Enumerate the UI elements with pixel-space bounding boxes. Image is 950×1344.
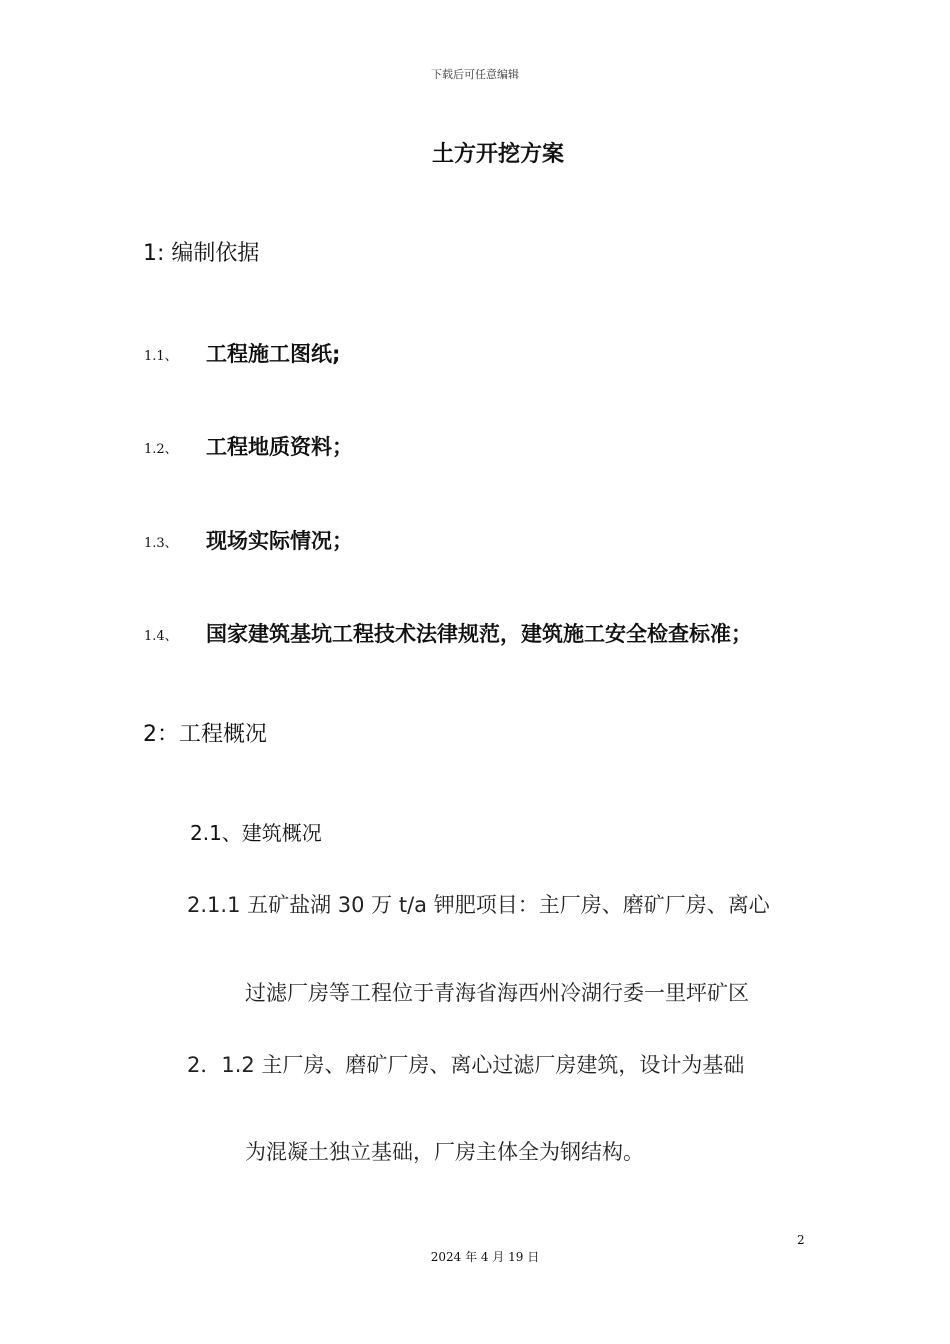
paragraph-line: 2.1.1 五矿盐湖 30 万 t/a 钾肥项目：主厂房、磨矿厂房、离心 — [187, 893, 770, 917]
list-item-number: 1.2、 — [144, 442, 178, 457]
list-item-number: 1.1、 — [144, 349, 178, 364]
paragraph-line: 为混凝土独立基础，厂房主体全为钢结构。 — [245, 1140, 644, 1164]
sub-heading-building: 2.1、建筑概况 — [190, 821, 322, 845]
list-item-number: 1.4、 — [144, 629, 178, 644]
list-item-text: 现场实际情况； — [206, 529, 353, 553]
list-item-text: 工程地质资料； — [206, 435, 353, 459]
paragraph-line: 2．1.2 主厂房、磨矿厂房、离心过滤厂房建筑，设计为基础 — [187, 1053, 745, 1077]
document-title: 土方开挖方案 — [431, 142, 564, 167]
page-header: 下载后可任意编辑 — [431, 68, 519, 81]
list-item-text: 工程施工图纸; — [206, 342, 341, 366]
list-item-number: 1.3、 — [144, 536, 178, 551]
footer-date: 2024 年 4 月 19 日 — [430, 1250, 540, 1264]
paragraph-line: 过滤厂房等工程位于青海省海西州冷湖行委一里坪矿区 — [245, 981, 749, 1005]
section-heading-basis: 1: 编制依据 — [143, 241, 260, 266]
list-item-text: 国家建筑基坑工程技术法律规范，建筑施工安全检查标准； — [206, 622, 752, 646]
page-number: 2 — [797, 1233, 805, 1247]
section-heading-overview: 2：工程概况 — [143, 722, 267, 747]
